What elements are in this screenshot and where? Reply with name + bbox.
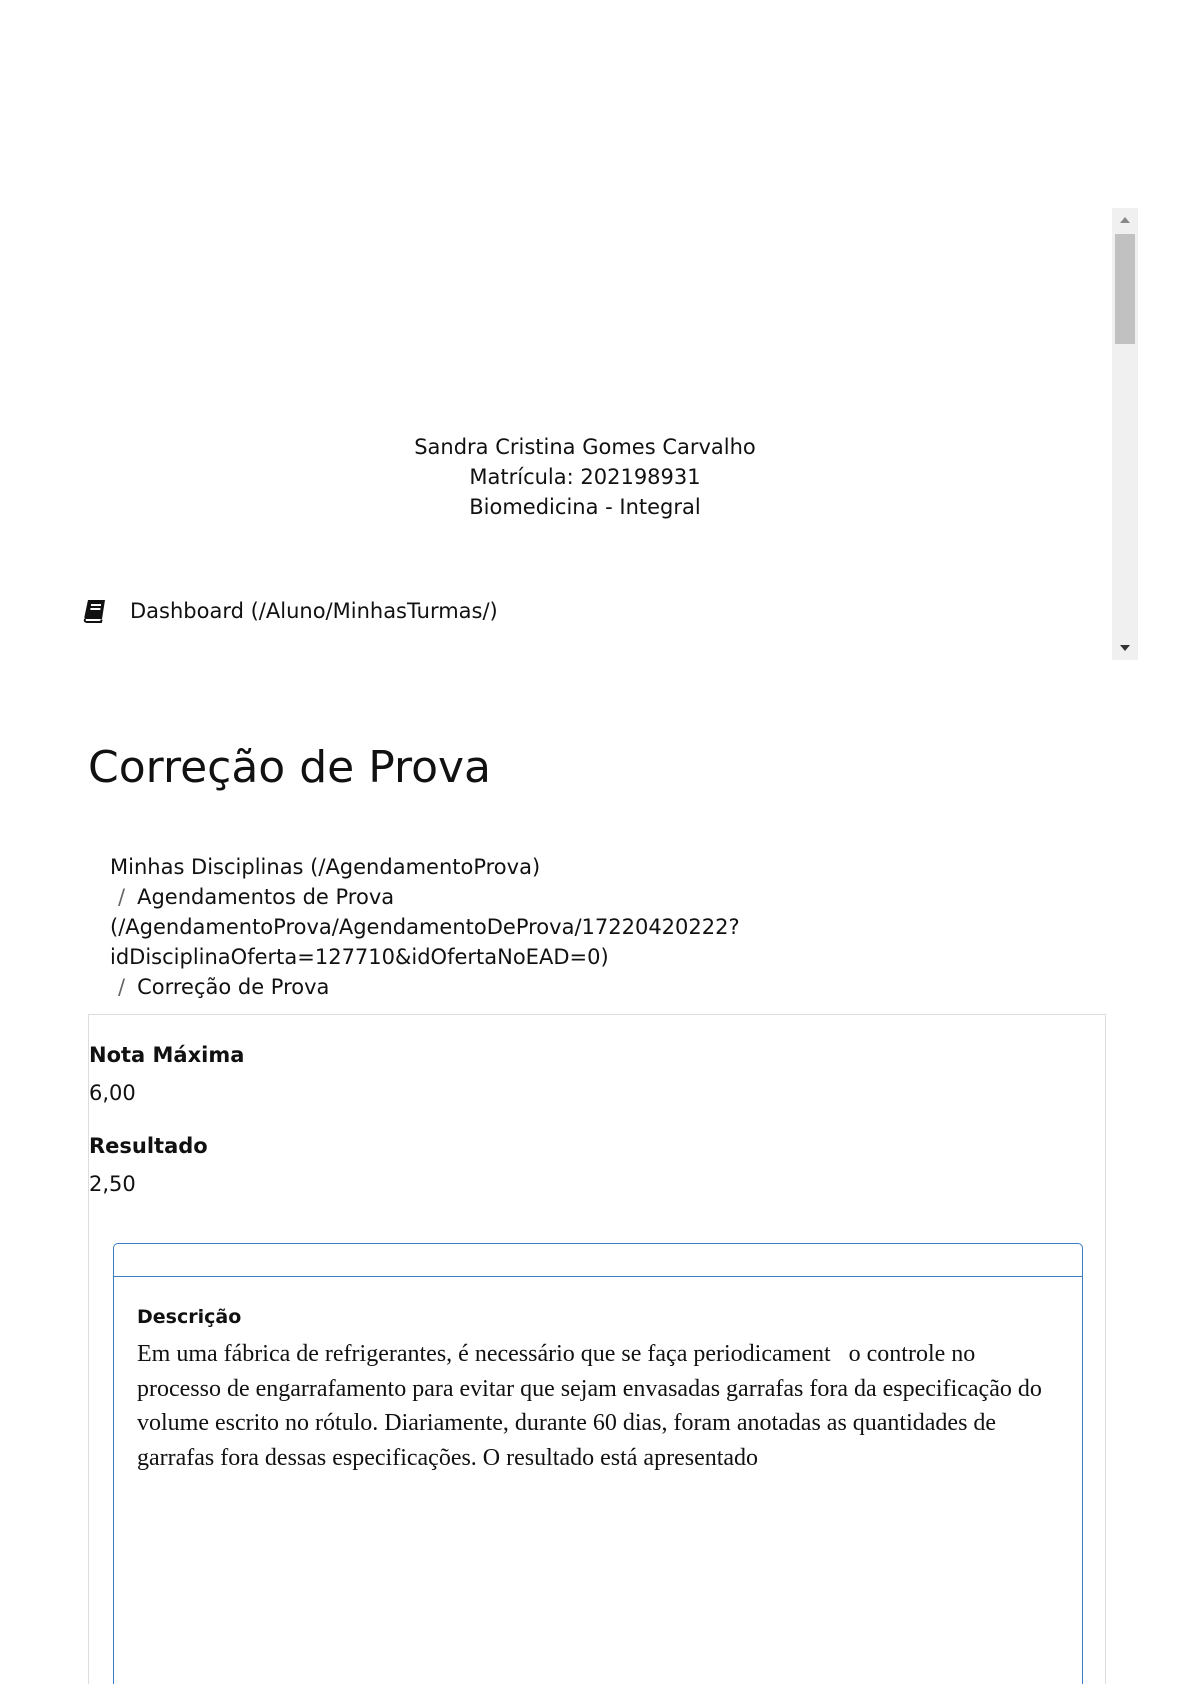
question-box — [113, 1243, 1083, 1684]
breadcrumb — [110, 852, 1010, 1002]
student-registration: Matrícula: 202198931 — [469, 465, 701, 489]
breadcrumb-item-disciplinas[interactable]: Minhas Disciplinas (/AgendamentoProva) — [110, 855, 541, 879]
breadcrumb-separator: / — [118, 975, 126, 999]
student-course: Biomedicina - Integral — [469, 495, 701, 519]
student-name: Sandra Cristina Gomes Carvalho — [414, 435, 756, 459]
scrollbar-thumb[interactable] — [1115, 234, 1135, 344]
question-header — [114, 1244, 1082, 1277]
dashboard-label: Dashboard (/Aluno/MinhasTurmas/) — [130, 599, 498, 623]
breadcrumb-item-agendamentos[interactable] — [110, 882, 1010, 942]
description-text: Em uma fábrica de refrigerantes, é necessário que se faça periodicament o controle no processo de engarrafamento para evitar que sejam envasadas garrafas fora da especificação do volume escrito no rótulo. Diariamente, durante 60 dias, foram anotadas as quantidades de garrafas fora dessas especificações. O resultado está apresentado — [137, 1341, 1042, 1471]
result-card — [88, 1014, 1106, 1684]
description-label: Descrição — [137, 1306, 242, 1328]
max-grade-value: 6,00 — [89, 1081, 136, 1105]
result-label: Resultado — [89, 1134, 208, 1158]
dashboard-link[interactable] — [82, 598, 498, 624]
breadcrumb-item-correcao-label: Correção de Prova — [137, 975, 330, 999]
breadcrumb-separator: / — [118, 885, 126, 909]
breadcrumb-item-agendamentos-label: Agendamentos de Prova (/AgendamentoProva/AgendamentoDeProva/17220420222? — [110, 885, 740, 939]
breadcrumb-item-agendamentos-cont[interactable]: idDisciplinaOferta=127710&idOfertaNoEAD=0) — [110, 945, 609, 969]
breadcrumb-item-correcao — [110, 972, 1010, 1002]
book-icon — [82, 598, 108, 624]
max-grade-label: Nota Máxima — [89, 1043, 245, 1067]
scroll-up-icon[interactable] — [1112, 208, 1138, 232]
student-info — [80, 432, 1090, 522]
scroll-down-icon[interactable] — [1112, 636, 1138, 660]
profile-panel — [80, 208, 1140, 660]
page-title: Correção de Prova — [88, 742, 492, 793]
sidebar-scrollbar[interactable] — [1112, 208, 1138, 660]
result-value: 2,50 — [89, 1172, 136, 1196]
